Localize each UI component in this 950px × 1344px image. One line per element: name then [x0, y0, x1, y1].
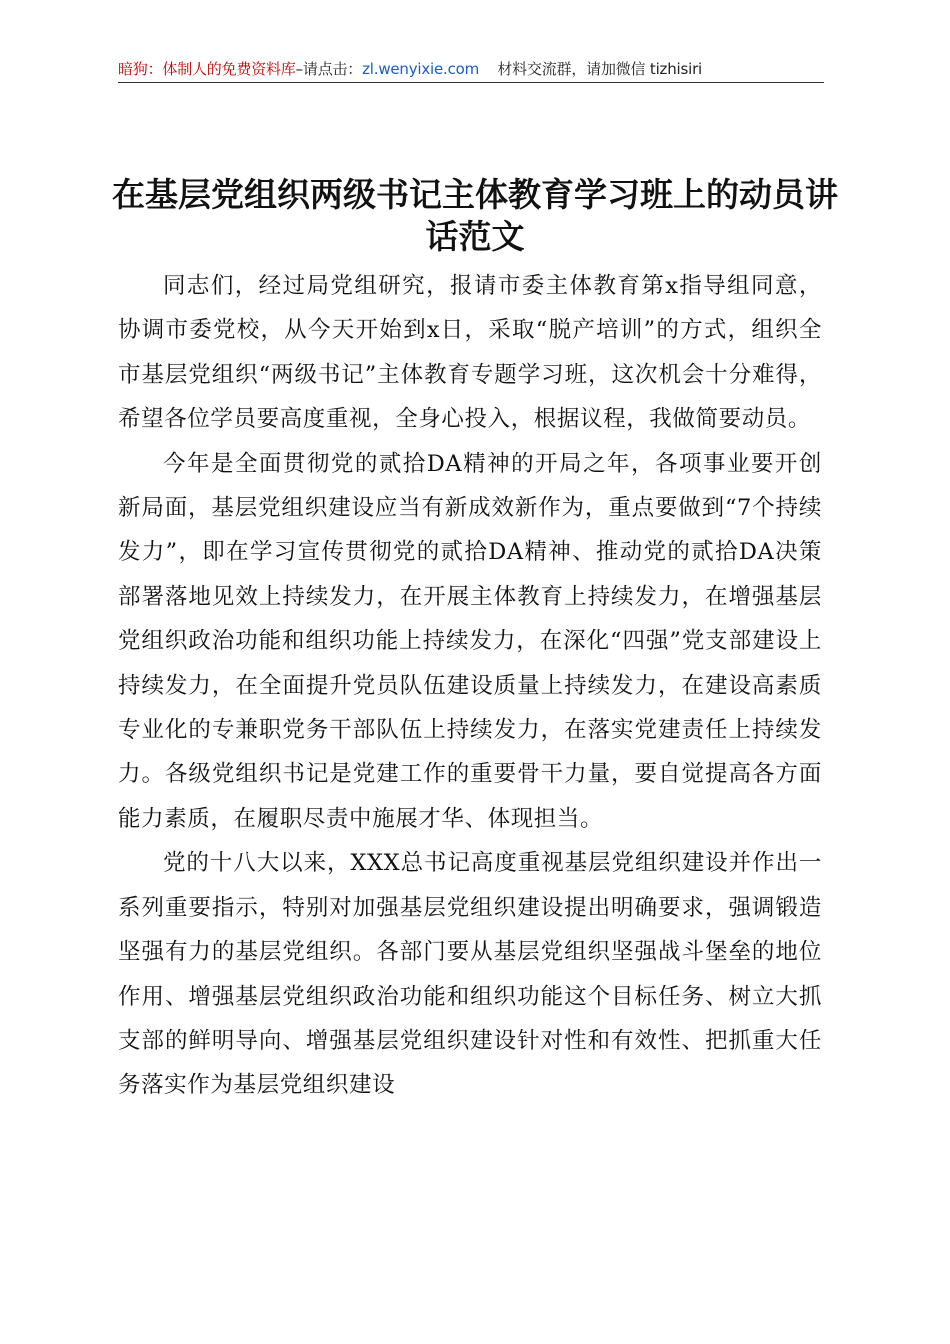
header-brand: 暗狗：体制人的免费资料库	[118, 60, 296, 78]
paragraph-2: 今年是全面贯彻党的贰拾DA精神的开局之年，各项事业要开创新局面，基层党组织建设应当有新成效新作为，重点要做到“7个持续发力”，即在学习宣传贯彻党的贰拾DA精神、推动党的贰拾DA决策部署落地见效上持续发力，在开展主体教育上持续发力，在增强基层党组织政治功能和组织功能上持续发力，在深化“四强”党支部建设上持续发力，在全面提升党员队伍建设质量上持续发力，在建设高素质专业化的专兼职党务干部队伍上持续发力，在落实党建责任上持续发力。各级党组织书记是党建工作的重要骨干力量，要自觉提高各方面能力素质，在履职尽责中施展才华、体现担当。	[118, 450, 822, 832]
paragraph-3: 党的十八大以来，XXX总书记高度重视基层党组织建设并作出一系列重要指示，特别对加强基层党组织建设提出明确要求，强调锻造坚强有力的基层党组织。各部门要从基层党组织坚强战斗堡垒的地位作用、增强基层党组织政治功能和组织功能这个目标任务、树立大抓支部的鲜明导向、增强基层党组织建设针对性和有效性、把抓重大任务落实作为基层党组织建设	[118, 850, 822, 1099]
header-divider	[118, 82, 824, 83]
header-prompt: –请点击：	[295, 60, 363, 78]
header-banner	[118, 58, 824, 80]
document-title: 在基层党组织两级书记主体教育学习班上的动员讲话范文	[112, 175, 838, 257]
header-link[interactable]: zl.wenyixie.com	[362, 60, 480, 78]
paragraph-1: 同志们，经过局党组研究，报请市委主体教育第x指导组同意，协调市委党校，从今天开始到x日，采取“脱产培训”的方式，组织全市基层党组织“两级书记”主体教育专题学习班，这次机会十分难得，希望各位学员要高度重视，全身心投入，根据议程，我做简要动员。	[118, 273, 822, 433]
header-wechat-note: 材料交流群，请加微信 tizhisiri	[497, 60, 703, 78]
document-body	[118, 264, 822, 1108]
